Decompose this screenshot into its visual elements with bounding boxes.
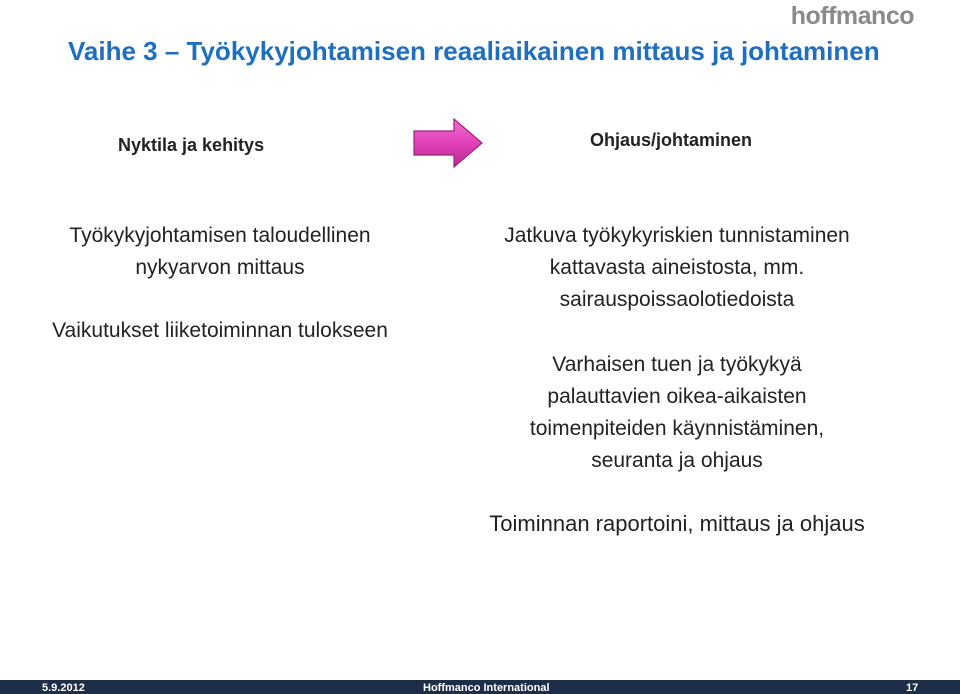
right-item-line: kattavasta aineistosta, mm. xyxy=(549,256,805,279)
right-item-line: Jatkuva työkykyriskien tunnistaminen xyxy=(504,224,850,247)
right-item-early-support xyxy=(440,349,914,477)
footer-bar xyxy=(0,680,960,694)
left-item-business-impact: Vaikutukset liiketoiminnan tulokseen xyxy=(52,319,388,342)
right-item-line: toimenpiteiden käynnistäminen, xyxy=(529,417,825,440)
right-item-line: sairauspoissaolotiedoista xyxy=(559,288,795,311)
footer-date: 5.9.2012 xyxy=(42,682,85,694)
company-logo: hoffmanco xyxy=(790,2,914,30)
page-title: Vaihe 3 – Työkykyjohtamisen reaaliaikainen mittaus ja johtaminen xyxy=(68,36,880,66)
right-arrow-icon xyxy=(412,117,484,169)
right-item-line: palauttavien oikea-aikaisten xyxy=(547,385,807,408)
right-item-reporting: Toiminnan raportoini, mittaus ja ohjaus xyxy=(489,511,865,536)
right-item-line: seuranta ja ohjaus xyxy=(591,449,763,472)
left-item-valuation-line: Työkykyjohtamisen taloudellinen xyxy=(69,224,371,247)
left-item-valuation-line: nykyarvon mittaus xyxy=(135,256,305,279)
right-item-line: Varhaisen tuen ja työkykyä xyxy=(552,353,802,376)
footer-page-number: 17 xyxy=(906,682,919,694)
right-column-heading: Ohjaus/johtaminen xyxy=(589,130,753,150)
footer-company: Hoffmanco International xyxy=(423,682,550,694)
right-item-risk-identification xyxy=(440,220,914,316)
left-item-valuation xyxy=(20,220,420,284)
left-column-heading: Nyktila ja kehitys xyxy=(118,135,265,155)
